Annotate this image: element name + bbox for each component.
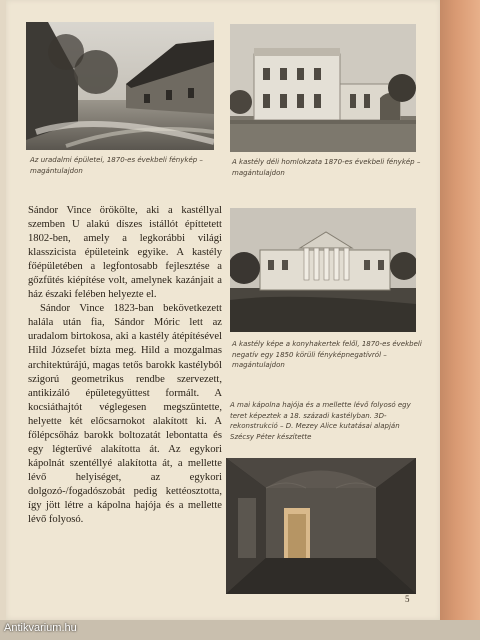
photo-kitchen-garden-view [230,208,416,332]
garden-photo-image [230,208,416,332]
article-body [28,204,222,527]
watermark: Antikvarium.hu [4,622,77,634]
facade-photo-image [230,24,416,152]
caption-photo-south-facade: A kastély déli homlokzata 1870-es évekbeli fénykép – magántulajdon [232,158,421,177]
photo-street [26,22,214,150]
paragraph-1: Sándor Vince örökölte, aki a kastéllyal szemben U alakú díszes istállót építtetett 1802-ben, amely a legkorábbi világi klasszicista épületeink egyike. A kastély főépületében a legfontosabb fejlesztése a gőzfűtés kiépítése volt, amelynek kazánjait a ház északi felében helyezte el. [28,205,222,301]
caption-photo-street: Az uradalmi épületei, 1870-es évekbeli fénykép – magántulajdon [30,156,203,175]
photo-chapel-3d-reconstruction [226,458,416,594]
page-number: 5 [405,594,410,604]
caption-photo-kitchen-garden-view: A kastély képe a konyhakertek felől, 1870-es évekbeli negatív egy 1850 körüli fényképnegatívról – magántulajdon [232,340,422,369]
paragraph-2: Sándor Vince 1823-ban bekövetkezett halála után fia, Sándor Móric lett az uradalom birtokosa, aki a kastély átépítésével Hild Józsefet bízta meg. Hild a mozgalmas architektúrájú, magas tetős barokk kastélyból szigorú geometrikus rendbe szervezett, antikizáló épületegyüttest formált. A kocsiáthajtót véglegesen megszüntette, helyette két előcsarnokot alakított ki. A főlépcsőház barokk boltozatát lebontatta és egy légterűvé alakította át. Az egykori kápolnát szentéllyé alakította át, a mellette lévő helyiséget, az egykori dolgozó-/fogadószobát pedig kettéosztotta, így jött létre a kápolna hajója és a mellette lévő folyosó. [28,303,222,526]
reconstruction-image [226,458,416,594]
book-spine-edge [440,0,480,640]
street-photo-image [26,22,214,150]
photo-south-facade [230,24,416,152]
caption-photo-chapel-reconstruction: A mai kápolna hajója és a mellette lévő folyosó egy teret képeztek a 18. századi kastélyban. 3D-rekonstrukció – D. Mezey Alice kutatásai alapján Szécsy Péter készítette [230,401,411,441]
